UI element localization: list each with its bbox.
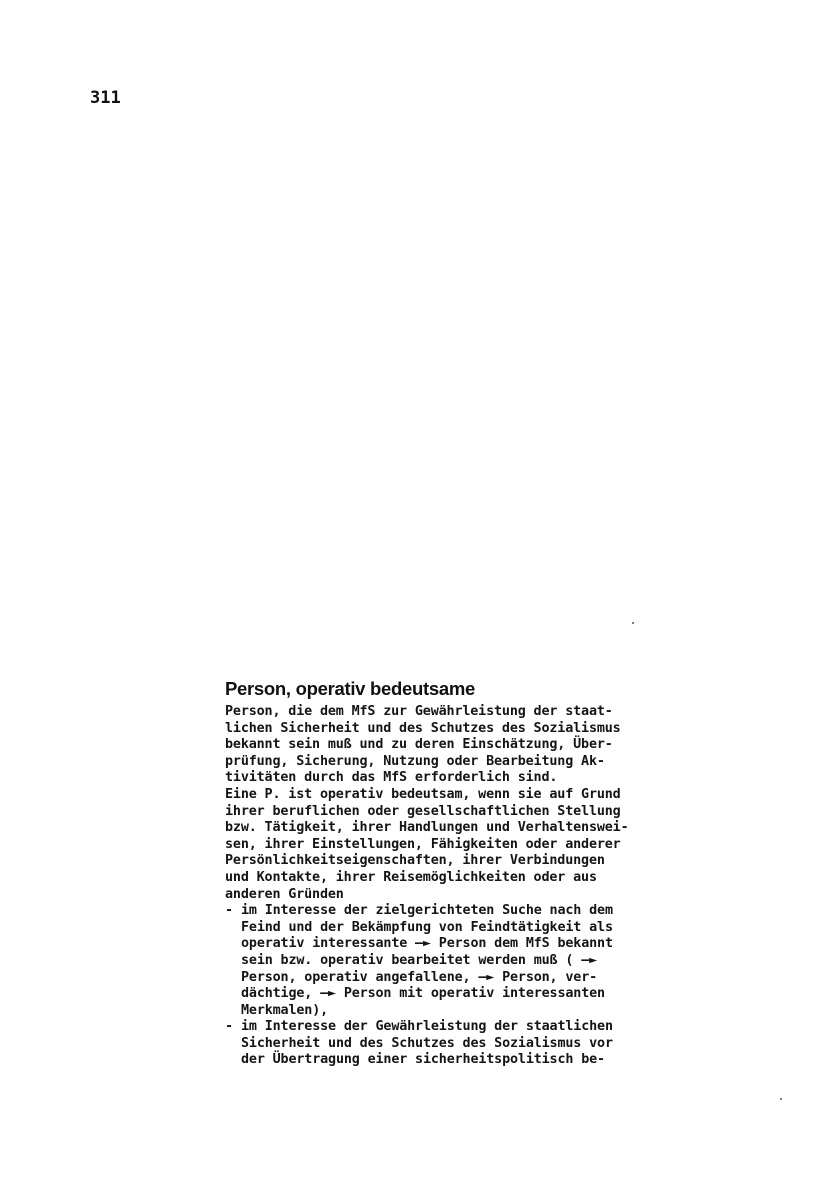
bullet-dash: -	[225, 903, 234, 919]
text-line: im Interesse der Gewährleistung der staatlichen	[241, 1019, 613, 1035]
text-line: sen, ihrer Einstellungen, Fähigkeiten oder anderer	[225, 836, 621, 852]
text-line: bekannt sein muß und zu deren Einschätzung, Über-	[225, 737, 613, 753]
bullet-dash: -	[225, 1019, 234, 1035]
text-line: Eine P. ist operativ bedeutsam, wenn sie auf Grund	[225, 786, 621, 802]
body-paragraph	[225, 787, 745, 903]
scan-speck	[632, 622, 634, 624]
scan-speck	[780, 1098, 782, 1100]
text-line: tivitäten durch das MfS erforderlich sind.	[225, 770, 558, 786]
bullet-item	[225, 1019, 745, 1069]
text-line: Persönlichkeitseigenschaften, ihrer Verbindungen	[225, 853, 605, 869]
text-line: bzw. Tätigkeit, ihrer Handlungen und Verhaltenswei-	[225, 820, 629, 836]
text-line: Sicherheit und des Schutzes des Sozialismus vor	[241, 1035, 613, 1051]
definition-paragraph	[225, 704, 745, 787]
text-line: Feind und der Bekämpfung von Feindtätigkeit als	[241, 919, 613, 935]
text-line: anderen Gründen	[225, 886, 344, 902]
entry-title: Person, operativ bedeutsame	[225, 678, 475, 699]
bullet-item	[225, 903, 745, 1019]
text-line: der Übertragung einer sicherheitspolitisch be-	[241, 1052, 605, 1068]
text-line: prüfung, Sicherung, Nutzung oder Bearbeitung Ak-	[225, 753, 605, 769]
text-line: und Kontakte, ihrer Reisemöglichkeiten oder aus	[225, 869, 597, 885]
text-line: dächtige, —► Person mit operativ interessanten	[241, 986, 605, 1002]
text-line: Person, operativ angefallene, —► Person, ver-	[241, 969, 598, 985]
text-line: Person, die dem MfS zur Gewährleistung der staat-	[225, 704, 613, 719]
text-line: sein bzw. operativ bearbeitet werden muß ( —►	[241, 952, 598, 968]
page-number: 311	[90, 88, 121, 108]
text-line: im Interesse der zielgerichteten Suche nach dem	[241, 903, 613, 919]
text-line: lichen Sicherheit und des Schutzes des Sozialismus	[225, 720, 621, 736]
text-line: Merkmalen),	[241, 1002, 329, 1018]
text-line: ihrer beruflichen oder gesellschaftlichen Stellung	[225, 803, 621, 819]
text-line: operativ interessante —► Person dem MfS bekannt	[241, 936, 613, 952]
dictionary-entry	[225, 678, 745, 1069]
